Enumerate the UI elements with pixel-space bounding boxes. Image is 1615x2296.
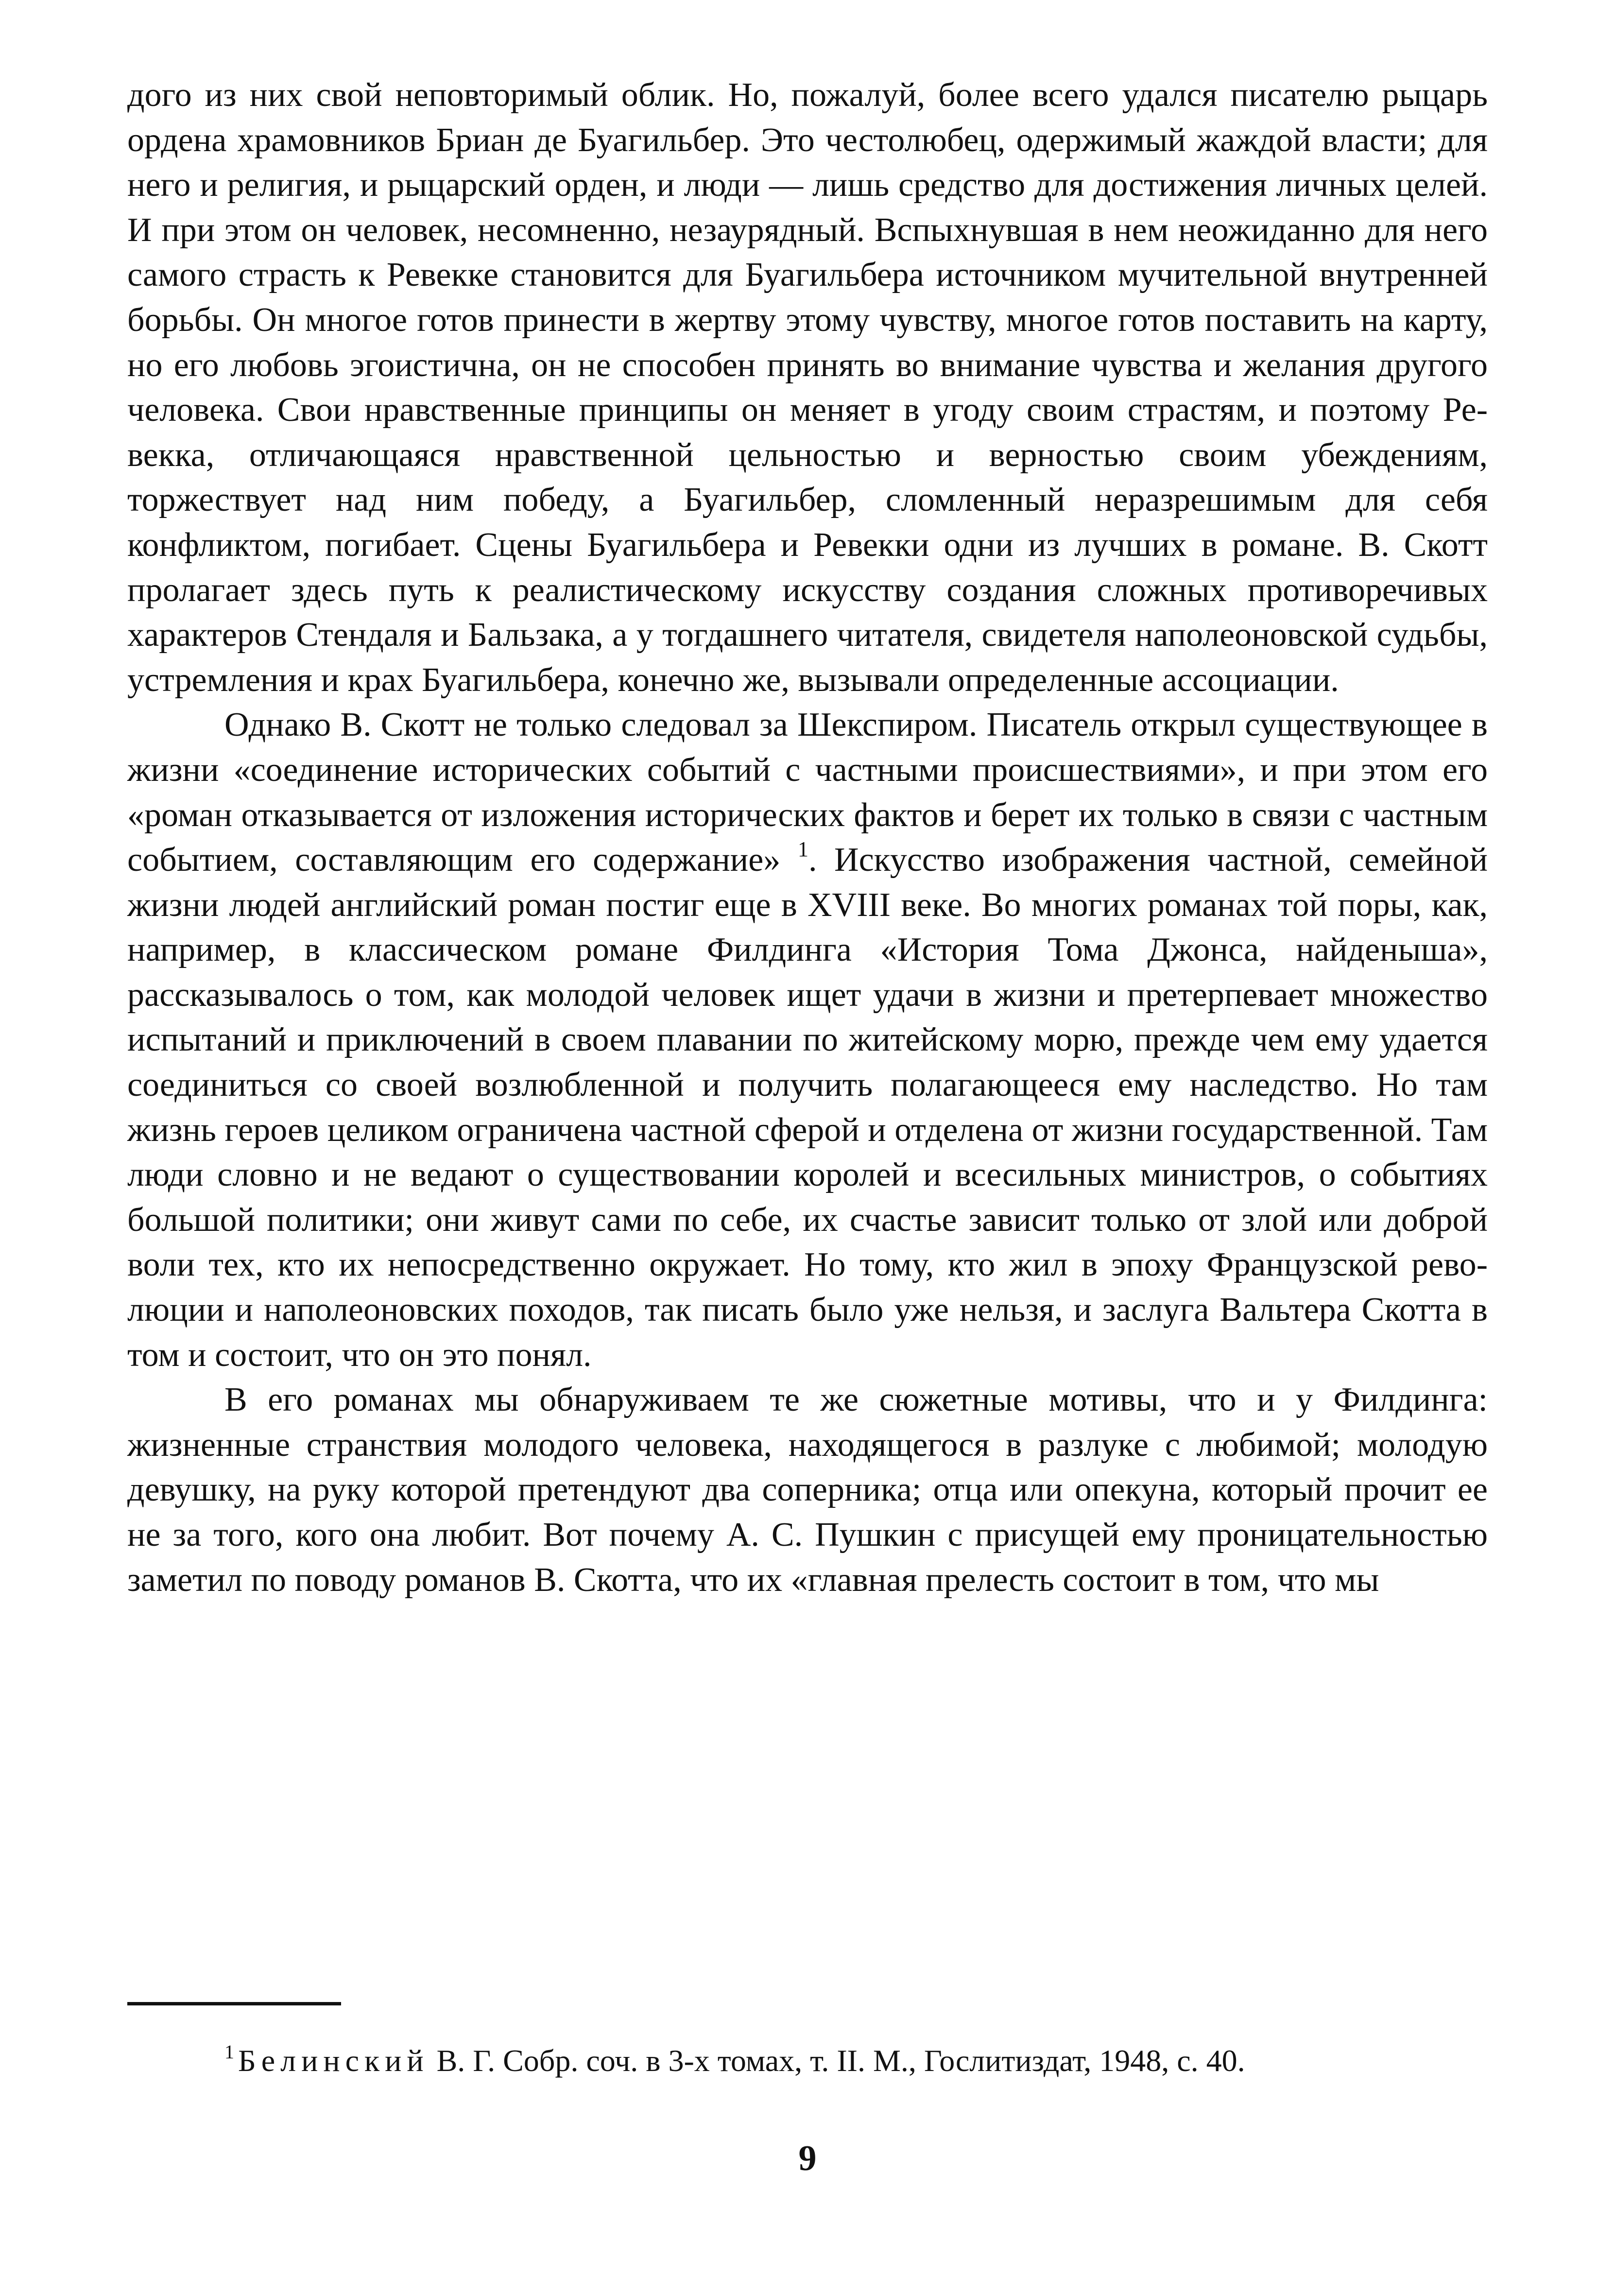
- footnote-divider: [127, 2002, 341, 2005]
- paragraph-2-text-before-ref: Однако В. Скотт не только следовал за Шекспиром. Писатель открыл существующее в жизни «соединение исторических событий с частными происшествиями», и при этом его «роман отказывается от изложения исторических фактов и берет их только в связи с частным событием, составляющим его содержание»: [127, 706, 1488, 879]
- footnote-text: В. Г. Собр. соч. в 3-х томах, т. II. М., Гослитиздат, 1948, с. 40.: [429, 2043, 1245, 2078]
- footnote-author: Белинский: [238, 2043, 429, 2078]
- page-number: 9: [798, 2139, 817, 2178]
- main-text: [127, 73, 1488, 1603]
- paragraph-1: дого из них свой неповторимый облик. Но, пожалуй, более всего удался писателю рыцарь ордена храмовников Бриан де Буагильбер. Это честолюбец, одержимый жаждой власти; для него и религия, и рыцарский орден, и люди — лишь средство для достижения личных целей. И при этом он человек, несомненно, незаурядный. Вспыхнувшая в нем неожиданно для него самого страсть к Ревекке становится для Буагильбера источником мучительной внутренней борьбы. Он многое готов принести в жертву этому чувству, многое готов поставить на карту, но его любовь эгоистична, он не способен принять во внимание чувства и желания другого человека. Свои нравственные принципы он меняет в угоду своим страстям, и поэтому Ревекка, отличающаяся нравственной цельностью и верностью своим убеждениям, торжествует над ним победу, а Буагильбер, сломленный неразрешимым для себя конфликтом, погибает. Сцены Буагильбера и Ревекки одни из лучших в романе. В. Скотт пролагает здесь путь к реалистическому искусству создания сложных противоречивых характеров Стендаля и Бальзака, а у тогдашнего читателя, свидетеля наполеоновской судьбы, устремления и крах Буагильбера, конечно же, вызывали определенные ассоциации.: [127, 76, 1488, 699]
- paragraph-3: В его романах мы обнаруживаем те же сюжетные мотивы, что и у Филдинга: жизненные странствия молодого человека, находящегося в разлуке с любимой; молодую девушку, на руку которой претендуют два соперника; отца или опекуна, который прочит ее не за того, кого она любит. Вот почему А. С. Пушкин с присущей ему проницательностью заметил по поводу романов В. Скотта, что их «главная прелесть состоит в том, что мы: [127, 1381, 1488, 1599]
- book-page: [127, 73, 1488, 2178]
- footnote-mark: 1: [224, 2041, 234, 2063]
- paragraph-2: [127, 703, 1488, 1378]
- paragraph-2-text-after-ref: . Искусство изображения частной, семейной жизни людей английский роман постиг еще в XVIII веке. Во многих романах той поры, как, например, в классическом романе Филдинга «История Тома Джонса, найденыша», рассказывалось о том, как молодой человек ищет удачи в жизни и претерпевает множество испытаний и приключений в своем плавании по житейскому морю, прежде чем ему удается соединиться со своей возлюбленной и получить полагающееся ему наследство. Но там жизнь героев целиком ограничена частной сферой и отделена от жизни государственной. Там люди словно и не ведают о существовании королей и всесильных министров, о событиях большой политики; они живут сами по себе, их счастье зависит только от злой или доброй воли тех, кто их непосредственно окружает. Но тому, кто жил в эпоху Французской революции и наполеоновских походов, так писать было уже нельзя, и заслуга Вальтера Скотта в том и состоит, что он это понял.: [127, 841, 1488, 1374]
- footnote-reference[interactable]: 1: [797, 837, 808, 862]
- footnote: [127, 2031, 1488, 2082]
